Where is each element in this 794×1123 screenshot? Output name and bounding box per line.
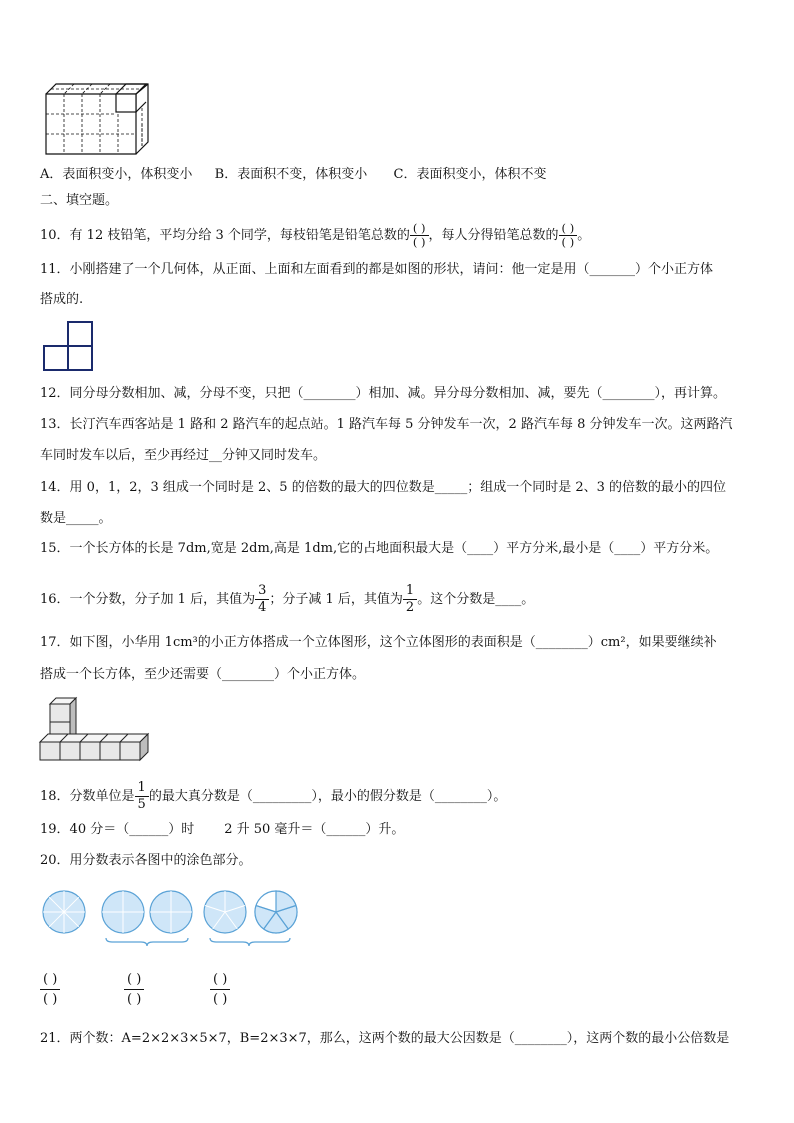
q16-frac2-den: 2 [405,600,415,615]
q9-option-b[interactable]: B．表面积不变，体积变小 [214,167,368,182]
q20-answer-1-num: ( ) [40,970,60,990]
q20-answer-2-fraction [124,970,144,1009]
question-11-line-2: 搭成的. [40,292,84,307]
question-14-line-2: 数是_____。 [40,511,112,526]
question-12: 12．同分母分数相加、减，分母不变，只把（________）相加、减。异分母分数相加、减，要先（________），再计算。 [40,386,727,401]
q10-frac2-num: ( ) [559,222,578,236]
q10-text-2: ，每人分得铅笔总数的 [428,228,559,243]
q9-option-c[interactable]: C．表面积变小，体积不变 [393,167,547,182]
question-10 [40,222,590,249]
q9-options [40,166,546,184]
question-18 [40,780,506,813]
question-15: 15．一个长方体的长是 7dm,宽是 2dm,高是 1dm,它的占地面积最大是（____）平方分米,最小是（____）平方分米。 [40,541,719,556]
section-title: 二、填空题。 [40,193,119,208]
q18-frac-den: 5 [137,797,146,812]
question-21: 21．两个数：A=2×2×3×5×7，B=2×3×7，那么，这两个数的最大公因数是（________），这两个数的最小公倍数是 [40,1031,730,1046]
question-11-line-1: 11．小刚搭建了一个几何体，从正面、上面和左面看到的都是如图的形状，请问：他一定是用（_______）个小正方体 [40,262,714,277]
q19-text-1: 19．40 分＝（______）时 [40,822,195,837]
q10-fraction-2[interactable] [559,222,578,249]
q16-text-3: 。这个分数是____。 [417,592,535,607]
q16-frac1-num: 3 [255,583,269,600]
q10-fraction-1[interactable] [410,222,429,249]
q18-text-1: 18．分数单位是 [40,789,135,804]
q19-text-2: 2 升 50 毫升＝（______）升。 [224,822,405,837]
q10-text-3: 。 [577,228,591,243]
q20-answer-2[interactable] [124,970,144,1009]
q17-cube-structure-figure [40,694,158,764]
q10-text-1: 10．有 12 枝铅笔，平均分给 3 个同学，每枝铅笔是铅笔总数的 [40,228,410,243]
q16-text-1: 16．一个分数，分子加 1 后，其值为 [40,592,256,607]
question-16 [40,583,534,616]
q16-fraction-1 [255,583,269,616]
q16-frac2-num: 1 [403,583,417,600]
q20-answer-1-fraction [40,970,60,1009]
q20-answer-3-num: ( ) [210,970,230,990]
question-14-line-1: 14．用 0，1，2，3 组成一个同时是 2、5 的倍数的最大的四位数是_____；组成一个同时是 2、3 的倍数的最小的四位 [40,480,727,495]
q20-answer-2-den: ( ) [127,992,142,1007]
question-13-line-1: 13．长汀汽车西客站是 1 路和 2 路汽车的起点站。1 路汽车每 5 分钟发车一次，2 路汽车每 8 分钟发车一次。这两路汽 [40,417,733,432]
q20-circles-figure [40,886,302,948]
q9-cuboid-figure [40,80,152,156]
q20-answer-3-den: ( ) [213,992,228,1007]
q16-frac1-den: 4 [258,600,267,615]
q11-view-shape-figure [42,320,96,372]
q20-answer-1[interactable] [40,970,60,1009]
q10-frac1-den: ( ) [412,235,426,249]
q10-frac1-num: ( ) [410,222,429,236]
q9-option-a[interactable]: A．表面积变小，体积变小 [40,167,193,182]
q16-text-2: ；分子减 1 后，其值为 [269,592,403,607]
question-20: 20．用分数表示各图中的涂色部分。 [40,853,252,868]
q20-answer-1-den: ( ) [43,992,58,1007]
q20-answer-3-fraction [210,970,230,1009]
q10-frac2-den: ( ) [561,235,575,249]
q16-fraction-2 [403,583,417,616]
question-17-line-1: 17．如下图，小华用 1cm³的小正方体搭成一个立体图形，这个立体图形的表面积是（________）cm²，如果要继续补 [40,635,717,650]
q18-text-2: 的最大真分数是（_________），最小的假分数是（________）。 [148,789,507,804]
question-17-line-2: 搭成一个长方体，至少还需要（________）个小正方体。 [40,667,366,682]
question-19 [40,821,404,839]
q20-answer-2-num: ( ) [124,970,144,990]
q18-fraction [135,780,149,813]
question-13-line-2: 车同时发车以后，至少再经过__分钟又同时发车。 [40,448,327,463]
q18-frac-num: 1 [135,780,149,797]
q20-answer-3[interactable] [210,970,230,1009]
